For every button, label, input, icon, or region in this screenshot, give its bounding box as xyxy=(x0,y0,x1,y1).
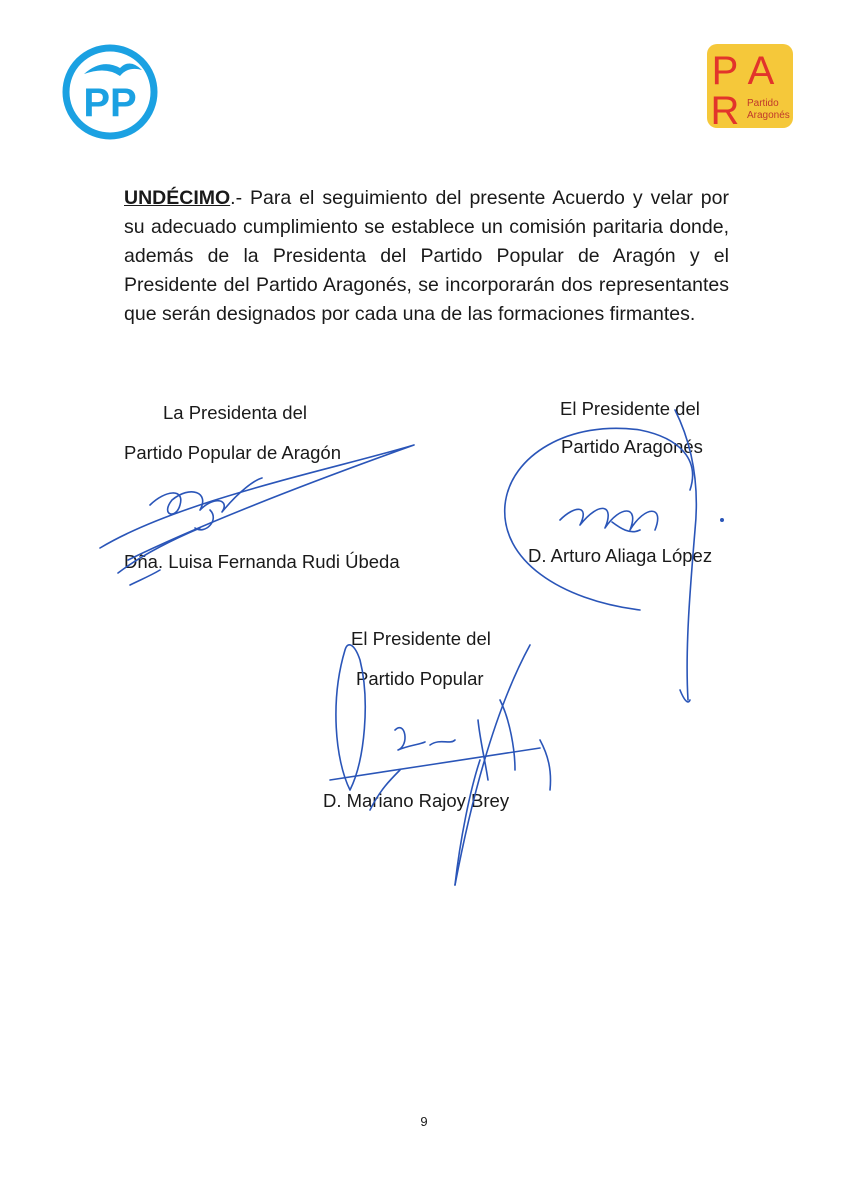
clause-paragraph xyxy=(124,184,729,329)
right-signatory-name: D. Arturo Aliaga López xyxy=(528,545,713,566)
left-signatory-title-line1: La Presidenta del xyxy=(163,402,307,423)
par-letter-r: R xyxy=(710,89,740,128)
center-signatory-title-line2: Partido Popular xyxy=(356,668,484,689)
left-signatory-name: Dña. Luisa Fernanda Rudi Úbeda xyxy=(124,551,400,572)
par-letter-p: P xyxy=(711,49,739,93)
par-letter-a: A xyxy=(747,49,775,93)
page-number: 9 xyxy=(420,1114,428,1129)
center-signatory-name: D. Mariano Rajoy Brey xyxy=(323,790,510,811)
clause-body: .- Para el seguimiento del presente Acuerdo y velar por su adecuado cumplimiento se establece un comisión paritaria donde, además de la Presidenta del Partido Popular de Aragón y el Presidente del Partido Aragonés, se incorporarán dos representantes que serán designados por cada una de las formaciones firmantes. xyxy=(124,187,729,325)
par-name-line1: Partido xyxy=(747,98,779,109)
par-name-line2: Aragonés xyxy=(747,110,790,121)
pp-logo-text: PP xyxy=(83,81,137,125)
right-signatory-title-line1: El Presidente del xyxy=(560,398,700,419)
center-signatory-title-line1: El Presidente del xyxy=(351,628,491,649)
left-signatory-title-line2: Partido Popular de Aragón xyxy=(124,442,342,463)
right-signatory-title-line2: Partido Aragonés xyxy=(561,436,703,457)
pp-logo xyxy=(62,44,158,140)
par-logo xyxy=(707,44,793,128)
clause-heading: UNDÉCIMO xyxy=(124,187,231,209)
